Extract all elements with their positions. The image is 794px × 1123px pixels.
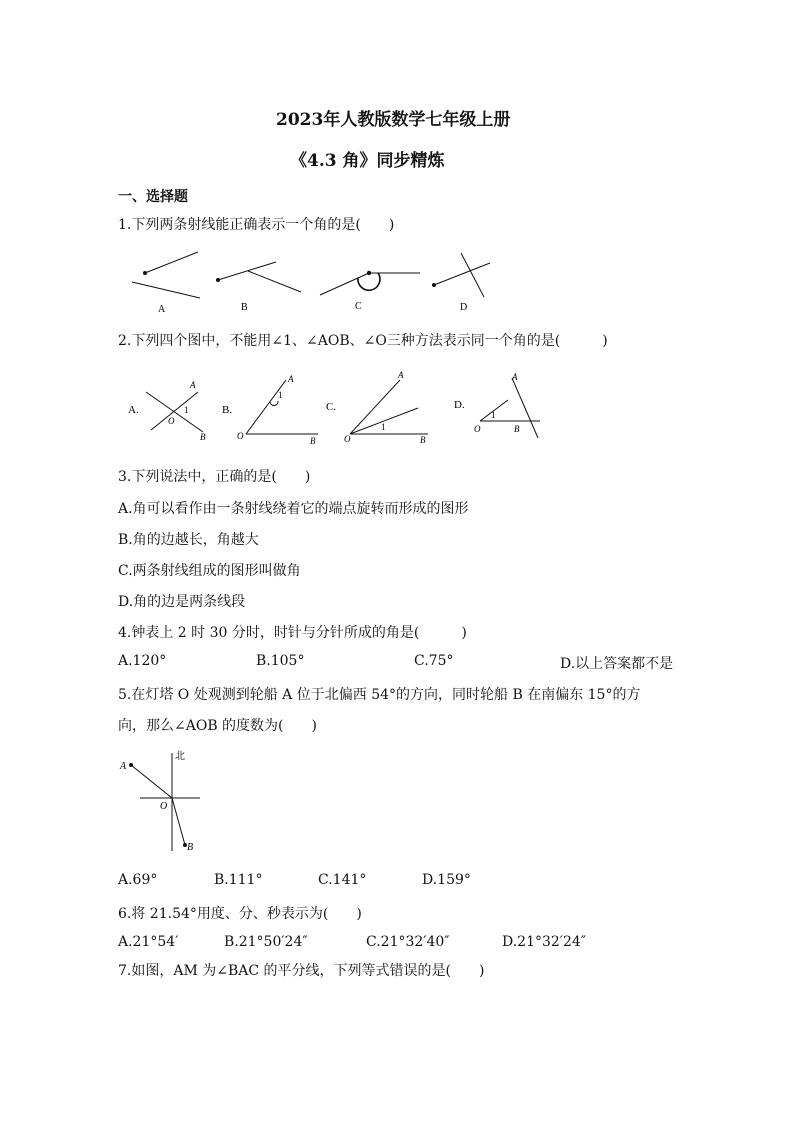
q1-figure-b xyxy=(216,262,301,313)
q5-option-c: C.141° xyxy=(318,872,367,888)
q5-north-label: 北 xyxy=(175,751,185,762)
q2-a-pt-b: B xyxy=(200,432,206,442)
question-5-line-1: 5.在灯塔 O 处观测到轮船 A 位于北偏西 54°的方向，同时轮船 B 在南偏东 15°的方 xyxy=(118,687,641,703)
q6-option-c: C.21°32′40″ xyxy=(366,934,450,950)
q1-figure-c xyxy=(320,271,420,312)
question-6: 6.将 21.54°用度、分、秒表示为( ) xyxy=(118,906,362,922)
question-4: 4.钟表上 2 时 30 分时，时针与分针所成的角是( ) xyxy=(118,625,467,641)
q1-label-a: A xyxy=(158,304,166,315)
q4-option-c: C.75° xyxy=(414,653,454,669)
q6-option-d: D.21°32′24″ xyxy=(502,934,587,950)
q2-figure-d xyxy=(454,372,540,438)
q2-option-d: D. xyxy=(454,399,465,411)
q1-label-d: D xyxy=(460,302,468,313)
q2-d-pt-o: O xyxy=(474,424,481,434)
q2-c-pt-one: 1 xyxy=(381,422,386,432)
q5-pt-a: A xyxy=(120,761,127,772)
q4-option-a: A.120° xyxy=(118,653,167,669)
q2-option-b: B. xyxy=(222,404,233,416)
q6-option-b: B.21°50′24″ xyxy=(224,934,308,950)
q2-figure-a xyxy=(128,380,206,442)
q2-d-pt-one: 1 xyxy=(491,410,496,420)
q2-d-pt-b: B xyxy=(514,424,520,434)
section-heading: 一、选择题 xyxy=(118,189,188,205)
q1-label-c: C xyxy=(355,301,362,312)
q5-pt-b: B xyxy=(187,842,194,853)
q2-option-a: A. xyxy=(128,404,139,416)
q1-figure-d xyxy=(432,253,490,313)
q5-option-a: A.69° xyxy=(118,872,158,888)
question-1: 1.下列两条射线能正确表示一个角的是( ) xyxy=(118,217,395,233)
q5-pt-o: O xyxy=(160,801,168,812)
question-2: 2.下列四个图中，不能用∠1、∠AOB、∠O三种方法表示同一个角的是( ) xyxy=(118,333,608,349)
page-subtitle: 《4.3 角》同步精炼 xyxy=(290,151,445,171)
q4-option-b: B.105° xyxy=(256,653,305,669)
q3-option-c: C.两条射线组成的图形叫做角 xyxy=(118,563,301,579)
q2-figure-c xyxy=(326,370,428,445)
q3-option-b: B.角的边越长，角越大 xyxy=(118,532,259,548)
q3-option-d: D.角的边是两条线段 xyxy=(118,594,246,610)
q2-c-pt-o: O xyxy=(344,434,351,444)
q2-a-pt-a: A xyxy=(190,380,196,390)
question-7: 7.如图，AM 为∠BAC 的平分线，下列等式错误的是( ) xyxy=(118,963,485,979)
q2-c-pt-b: B xyxy=(420,435,426,445)
page-title: 2023年人教版数学七年级上册 xyxy=(276,110,511,130)
q5-option-d: D.159° xyxy=(422,872,471,888)
q6-option-a: A.21°54′ xyxy=(118,934,179,950)
q2-b-pt-b: B xyxy=(310,436,316,446)
question-2-figure xyxy=(118,368,558,450)
question-5-figure xyxy=(118,745,218,860)
q2-option-c: C. xyxy=(326,401,337,413)
question-5-line-2: 向，那么∠AOB 的度数为( ) xyxy=(118,718,317,734)
q4-option-d: D.以上答案都不是 xyxy=(560,656,674,672)
q2-b-pt-a: A xyxy=(288,374,294,384)
question-1-figure xyxy=(118,240,518,320)
q2-a-pt-o: O xyxy=(168,416,175,426)
q3-option-a: A.角可以看作由一条射线绕着它的端点旋转而形成的图形 xyxy=(118,501,469,517)
q2-figure-b xyxy=(222,374,318,446)
q2-c-pt-a: A xyxy=(398,370,404,380)
q1-label-b: B xyxy=(241,302,248,313)
q2-a-pt-one: 1 xyxy=(184,405,189,415)
q2-d-pt-a: A xyxy=(512,372,518,382)
q1-figure-a xyxy=(132,252,200,315)
question-3: 3.下列说法中，正确的是( ) xyxy=(118,469,311,485)
q5-option-b: B.111° xyxy=(214,872,263,888)
q2-b-pt-one: 1 xyxy=(278,390,283,400)
q2-b-pt-o: O xyxy=(237,431,244,441)
